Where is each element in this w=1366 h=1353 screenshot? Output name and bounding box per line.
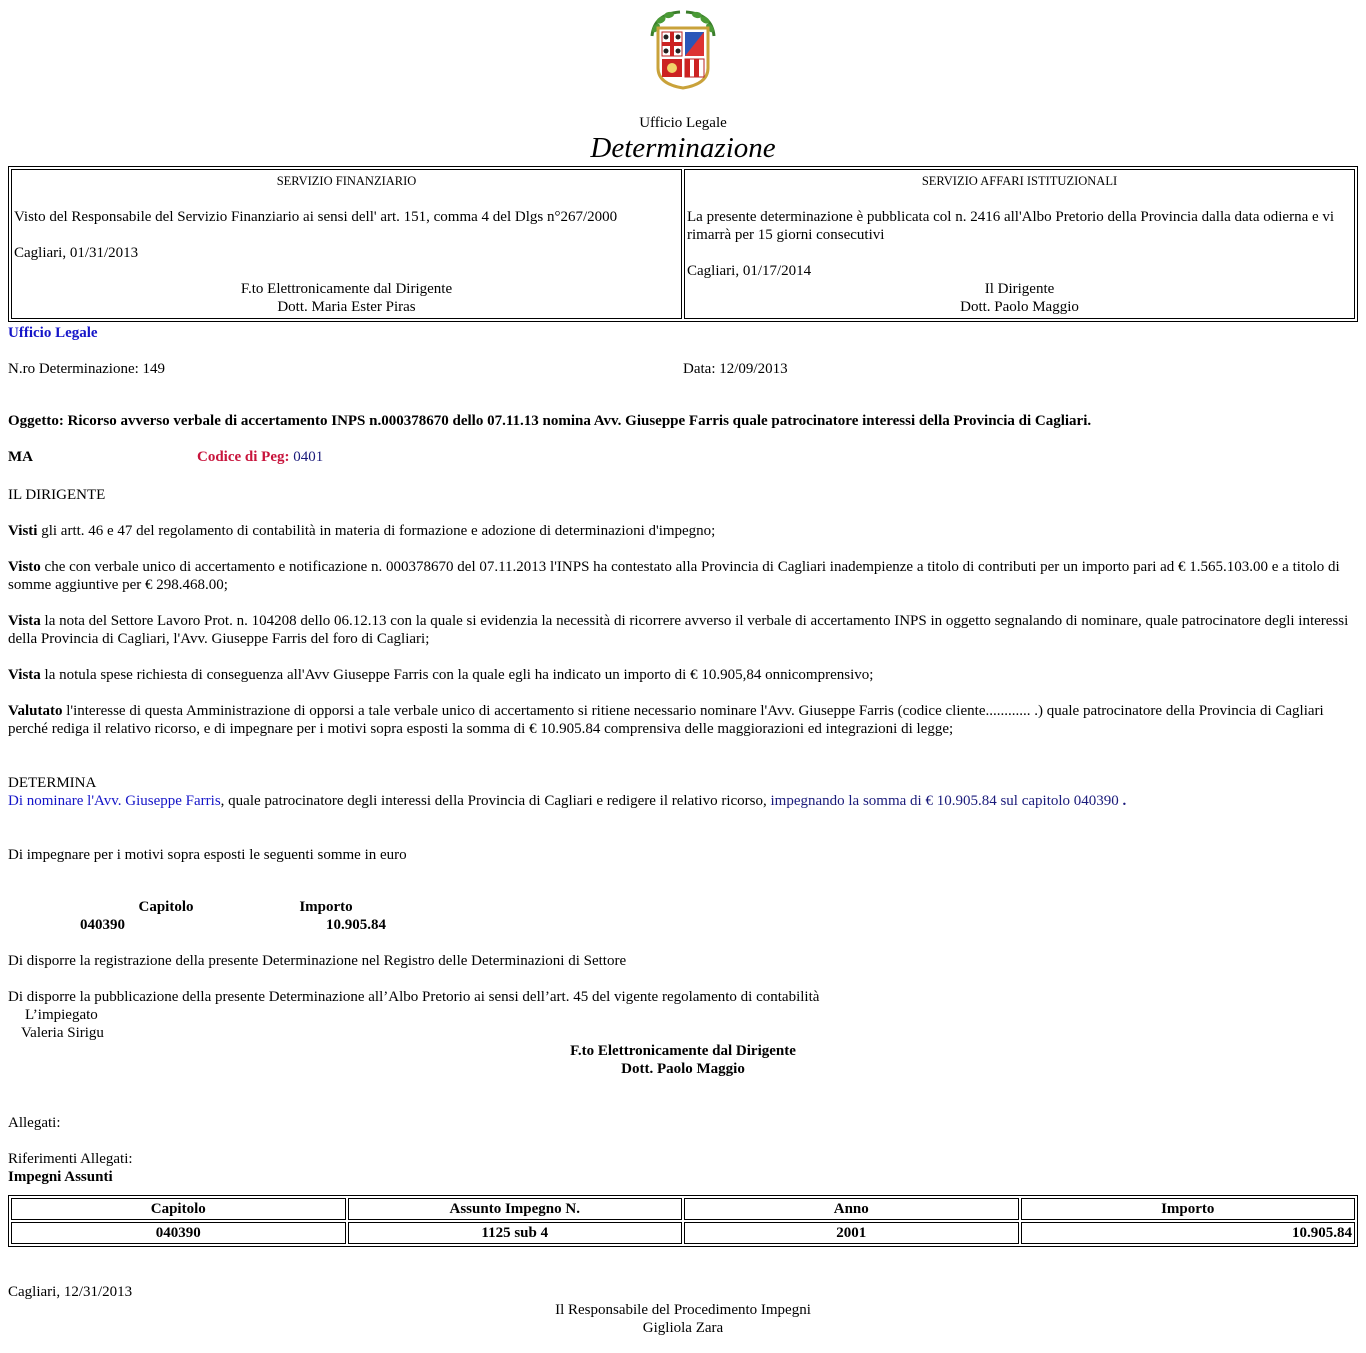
fto-dirigente: F.to Elettronicamente dal Dirigente <box>570 1043 796 1059</box>
impegni-table <box>8 1195 1358 1247</box>
impiegato-name: Valeria Sirigu <box>21 1025 104 1041</box>
impegni-assunti-heading: Impegni Assunti <box>8 1169 113 1185</box>
impegni-cell-anno: 2001 <box>684 1222 1019 1244</box>
impegni-header-capitolo: Capitolo <box>11 1198 346 1220</box>
determina-text <box>8 792 1358 810</box>
oggetto: Oggetto: Ricorso avverso verbale di accertamento INPS n.000378670 dello 07.11.13 nomina Avv. Giuseppe Farris quale patrocinatore interessi della Provincia di Cagliari. <box>8 413 1092 429</box>
riferimenti-allegati-label: Riferimenti Allegati: <box>8 1151 133 1167</box>
capitolo-importo-table <box>70 898 390 934</box>
paragraph-vista-notula-lead: Vista <box>8 667 41 683</box>
servizio-finanziario-text: Visto del Responsabile del Servizio Finanziario ai sensi dell' art. 151, comma 4 del Dlgs n°267/2000 <box>14 209 618 225</box>
paragraph-visto-lead: Visto <box>8 559 41 575</box>
paragraph-vista-notula <box>8 666 1358 684</box>
impegni-cell-impegno: 1125 sub 4 <box>348 1222 683 1244</box>
peg-row <box>8 448 1358 466</box>
servizio-finanziario-sign1: F.to Elettronicamente dal Dirigente <box>240 281 453 297</box>
impegni-cell-importo: 10.905.84 <box>1021 1222 1356 1244</box>
codice-peg <box>197 448 323 466</box>
servizio-affari-sign2: Dott. Paolo Maggio <box>960 299 1079 315</box>
peg-label: Codice di Peg: <box>197 449 290 465</box>
allegati-label: Allegati: <box>8 1115 61 1131</box>
importo-value: 10.905.84 <box>326 917 386 933</box>
servizio-affari-sign1: Il Dirigente <box>984 281 1055 297</box>
table-row <box>11 1222 1355 1244</box>
impiegato-label: L’impiegato <box>25 1007 98 1023</box>
determina-impegno: impegnando la somma di € 10.905.84 sul capitolo 040390 <box>770 793 1119 809</box>
paragraph-vista-nota-text: la nota del Settore Lavoro Prot. n. 104208 dello 06.12.13 con la quale si evidenzia la necessità di ricorrere avverso il verbale di accertamento INPS in oggetto segnalando di nominare, quale patrocinatore degli interessi della Provincia di Cagliari, l'Avv. Giuseppe Farris del foro di Cagliari; <box>8 613 1349 647</box>
servizio-affari-heading: SERVIZIO AFFARI ISTITUZIONALI <box>921 174 1118 188</box>
paragraph-visto <box>8 558 1358 594</box>
importo-header: Importo <box>299 899 353 915</box>
impegni-header-anno: Anno <box>684 1198 1019 1220</box>
numero-determinazione: N.ro Determinazione: 149 <box>8 361 166 377</box>
servizio-finanziario-date: Cagliari, 01/31/2013 <box>14 245 139 261</box>
disporre-registrazione: Di disporre la registrazione della presente Determinazione nel Registro delle Determinazioni di Settore <box>8 953 627 969</box>
ufficio-legale-link[interactable]: Ufficio Legale <box>8 325 98 341</box>
page-title: Determinazione <box>590 132 776 164</box>
impegni-table-header-row <box>11 1198 1355 1220</box>
servizio-finanziario-sign2: Dott. Maria Ester Piras <box>277 299 416 315</box>
paragraph-vista-nota-lead: Vista <box>8 613 41 629</box>
determina-end: . <box>1118 793 1127 809</box>
coat-of-arms-logo <box>8 0 1358 90</box>
services-table <box>8 166 1358 322</box>
capitolo-header: Capitolo <box>138 899 194 915</box>
impegnare-text: Di impegnare per i motivi sopra esposti le seguenti somme in euro <box>8 847 407 863</box>
determina-nomina: Di nominare l'Avv. Giuseppe Farris <box>8 793 221 809</box>
paragraph-valutato <box>8 702 1358 738</box>
ma-label: MA <box>8 449 33 465</box>
disporre-pubblicazione: Di disporre la pubblicazione della presente Determinazione all’Albo Pretorio ai sensi dell’art. 45 del vigente regolamento di contabilità <box>8 989 820 1005</box>
impegni-header-impegno: Assunto Impegno N. <box>348 1198 683 1220</box>
paragraph-visti <box>8 522 1358 540</box>
peg-value: 0401 <box>293 449 324 465</box>
paragraph-visto-text: che con verbale unico di accertamento e notificazione n. 000378670 del 07.11.2013 l'INPS ha contestato alla Provincia di Cagliari inadempienze a titolo di contributi per un importo pari ad € 1.565.103.00 e a titolo di somme aggiuntive per € 298.468.00; <box>8 559 1340 593</box>
servizio-finanziario-heading: SERVIZIO FINANZIARIO <box>276 174 417 188</box>
footer-responsabile: Il Responsabile del Procedimento Impegni <box>555 1302 811 1318</box>
paragraph-valutato-text: l'interesse di questa Amministrazione di opporsi a tale verbale unico di accertamento si ritiene necessario nominare l'Avv. Giuseppe Farris (codice cliente............ .) quale patrocinatore della Provincia di Cagliari perché rediga il relativo ricorso, e di impegnare per i motivi sopra esposti la somma di € 10.905.84 comprensiva delle maggiorazioni ed integrazioni di legge; <box>8 703 1324 737</box>
header-ufficio: Ufficio Legale <box>639 115 727 131</box>
determina-heading: DETERMINA <box>8 775 97 791</box>
servizio-affari-date: Cagliari, 01/17/2014 <box>687 263 812 279</box>
paragraph-vista-nota <box>8 612 1358 648</box>
fto-dirigente-name: Dott. Paolo Maggio <box>621 1061 745 1077</box>
footer-date: Cagliari, 12/31/2013 <box>8 1284 133 1300</box>
paragraph-vista-notula-text: la notula spese richiesta di conseguenza all'Avv Giuseppe Farris con la quale egli ha indicato un importo di € 10.905,84 onnicomprensivo; <box>40 667 874 683</box>
impegni-cell-capitolo: 040390 <box>11 1222 346 1244</box>
data-determinazione: Data: 12/09/2013 <box>683 361 788 377</box>
determination-meta-row <box>8 360 1358 378</box>
il-dirigente-heading: IL DIRIGENTE <box>8 487 106 503</box>
impegni-header-importo: Importo <box>1021 1198 1356 1220</box>
servizio-affari-cell <box>684 169 1355 319</box>
determina-middle: , quale patrocinatore degli interessi della Provincia di Cagliari e redigere il relativo ricorso, <box>220 793 771 809</box>
paragraph-visti-text: gli artt. 46 e 47 del regolamento di contabilità in materia di formazione e adozione di determinazioni d'impegno; <box>37 523 716 539</box>
servizio-affari-text: La presente determinazione è pubblicata col n. 2416 all'Albo Pretorio della Provincia dalla data odierna e vi rimarrà per 15 giorni consecutivi <box>687 209 1335 243</box>
footer-responsabile-name: Gigliola Zara <box>642 1320 724 1336</box>
paragraph-visti-lead: Visti <box>8 523 38 539</box>
capitolo-value: 040390 <box>80 917 125 933</box>
paragraph-valutato-lead: Valutato <box>8 703 63 719</box>
servizio-finanziario-cell <box>11 169 682 319</box>
